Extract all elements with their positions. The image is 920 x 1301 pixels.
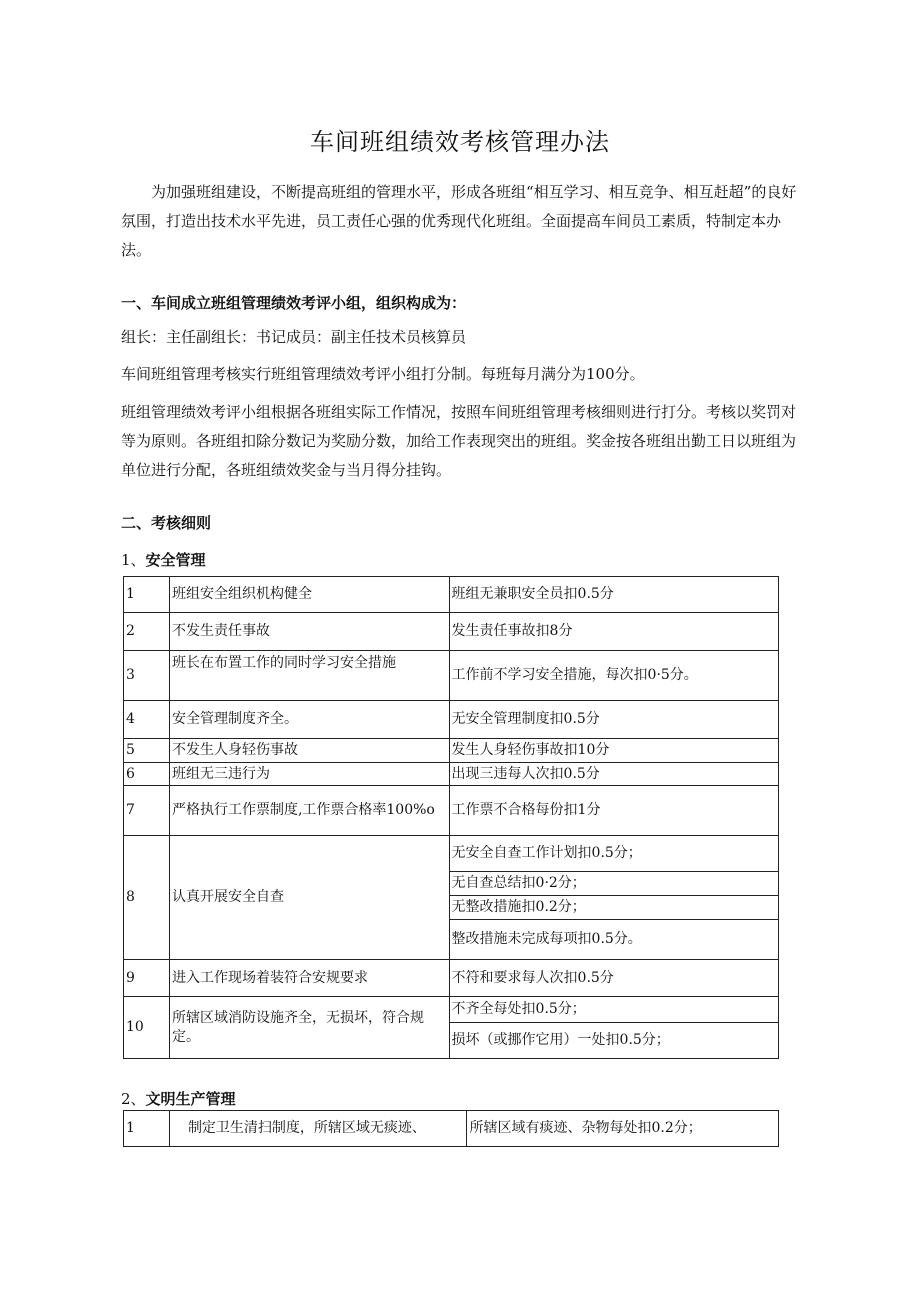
row-item: 所辖区域消防设施齐全，无损坏，符合规定。 [169,997,449,1059]
table-row [124,613,779,651]
table-row [124,763,779,786]
row-item: 班组安全组织机构健全 [169,577,449,613]
row-item: 不发生人身轻伤事故 [169,739,449,763]
penalty-line: 无整改措施扣0.2分； [450,896,778,920]
safety-table [123,576,779,1059]
row-item: 不发生责任事故 [169,613,449,651]
rule-scoring: 车间班组管理考核实行班组管理绩效考评小组打分制。每班每月满分为100分。 [121,365,645,383]
page-title: 车间班组绩效考核管理办法 [310,128,610,156]
section2-heading: 二、考核细则 [121,514,212,532]
row-number: 6 [124,763,170,786]
row-number: 3 [124,651,170,701]
row-penalty: 所辖区域有痰迹、杂物每处扣0.2分； [467,1111,779,1147]
row-number: 2 [124,613,170,651]
row-penalty-group [449,997,778,1059]
table-row [124,1111,779,1147]
penalty-subtable [450,997,778,1058]
rule-method: 班组管理绩效考评小组根据各班组实际工作情况，按照车间班组管理考核细则进行打分。考核以奖罚对等为原则。各班组扣除分数记为奖励分数，加给工作表现突出的班组。奖金按各班组出勤工日以班组为单位进行分配，各班组绩效奖金与当月得分挂钩。 [121,403,797,479]
row-number: 8 [124,836,170,960]
row-item: 认真开展安全自查 [169,836,449,960]
row-number: 10 [124,997,170,1059]
table-row [124,701,779,739]
row-item: 班组无三违行为 [169,763,449,786]
penalty-line: 损坏（或挪作它用）一处扣0.5分； [451,1031,670,1048]
table-row [124,577,779,613]
row-item: 进入工作现场着装符合安规要求 [169,960,449,997]
penalty-line: 不齐全每处扣0.5分； [450,997,778,1022]
row-penalty: 工作前不学习安全措施，每次扣0·5分。 [449,651,778,701]
civil-heading-text: 文明生产管理 [145,1090,236,1108]
safety-heading-number: 1、 [121,551,146,569]
row-item: 安全管理制度齐全。 [169,701,449,739]
row-penalty: 发生人身轻伤事故扣10分 [449,739,778,763]
row-number: 5 [124,739,170,763]
row-number: 1 [124,577,170,613]
table-row [124,651,779,701]
row-number: 9 [124,960,170,997]
civil-heading [121,1088,236,1109]
safety-heading-text: 安全管理 [145,551,206,569]
penalty-line: 整改措施未完成每项扣0.5分。 [451,930,642,947]
row-penalty: 不符和要求每人次扣0.5分 [449,960,778,997]
safety-heading [121,549,206,570]
row-number: 7 [124,786,170,836]
row-item: 班长在布置工作的同时学习安全措施 [169,651,449,701]
row-penalty-group [449,836,778,960]
row-penalty: 发生责任事故扣8分 [449,613,778,651]
row-item: 制定卫生清扫制度，所辖区域无痰迹、 [169,1111,467,1147]
table-row [124,960,779,997]
row-penalty: 班组无兼职安全员扣0.5分 [449,577,778,613]
table-row [124,997,779,1059]
row-penalty: 出现三违每人次扣0.5分 [449,763,778,786]
row-number: 1 [124,1111,170,1147]
penalty-line: 无安全自查工作计划扣0.5分； [450,837,778,872]
table-row [124,836,779,960]
civil-heading-number: 2、 [121,1090,146,1108]
table-row [124,786,779,836]
row-number: 4 [124,701,170,739]
civil-table [123,1110,779,1147]
row-penalty: 工作票不合格每份扣1分 [449,786,778,836]
table-row [124,739,779,763]
row-item: 严格执行工作票制度,工作票合格率100%o [169,786,449,836]
intro-paragraph: 为加强班组建设，不断提高班组的管理水平，形成各班组“相互学习、相互竞争、相互赶超”的良好氛围，打造出技术水平先进，员工责任心强的优秀现代化班组。全面提高车间员工素质，特制定本办法。 [121,183,797,259]
row-penalty: 无安全管理制度扣0.5分 [449,701,778,739]
penalty-line: 无自查总结扣0·2分； [450,872,778,896]
penalty-subtable [450,837,778,959]
section1-heading: 一、车间成立班组管理绩效考评小组，组织构成为： [121,294,467,312]
members-line: 组长：主任副组长：书记成员：副主任技术员核算员 [121,328,467,346]
